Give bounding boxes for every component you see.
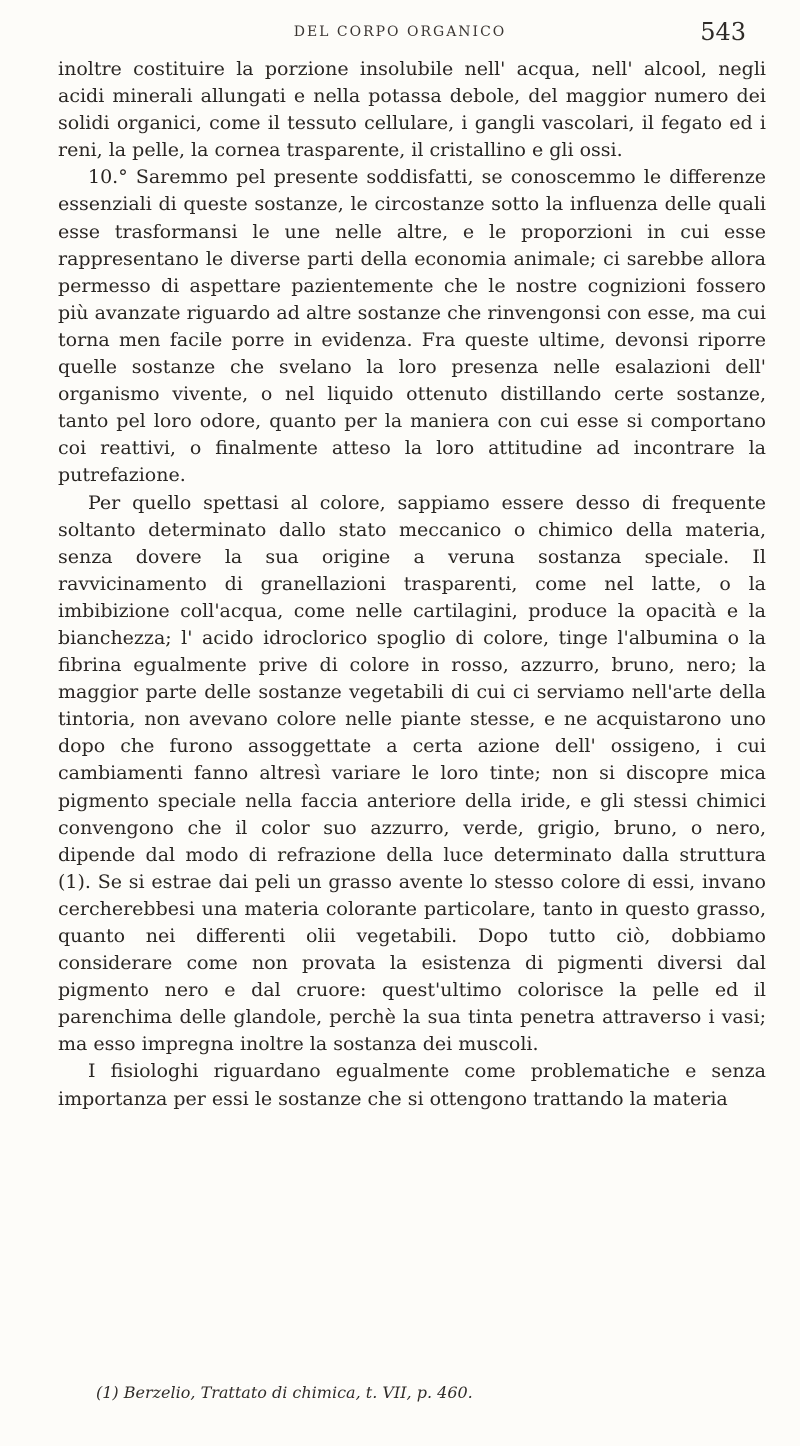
footnote: (1) Berzelio, Trattato di chimica, t. VII, p. 460.	[96, 1383, 473, 1402]
paragraph-fisiologhi: I fisiologhi riguardano egualmente come problematiche e senza importanza per essi le sostanze che si ottengono trattando la materia	[58, 1060, 766, 1110]
running-head: DEL CORPO ORGANICO	[293, 24, 507, 40]
paragraph-10: 10.° Saremmo pel presente soddisfatti, se conoscemmo le differenze essenziali di queste sostanze, le circostanze sotto la influenza delle quali esse trasformansi le une nelle altre, e le proporzioni in cui esse rappresentano le diverse parti della economia animale; ci sarebbe allora permesso di aspettare pazientemente che le nostre cognizioni fossero più avanzate riguardo ad altre sostanze che rinvengonsi con esse, ma cui torna men facile porre in evidenza. Fra queste ultime, devonsi riporre quelle sostanze che svelano la loro presenza nelle esalazioni dell' organismo vivente, o nel liquido ottenuto distillando certe sostanze, tanto pel loro odore, quanto per la maniera con cui esse si comportano coi reattivi, o finalmente atteso la loro attitudine ad incontrare la putrefazione.	[58, 166, 766, 487]
paragraph-colore: Per quello spettasi al colore, sappiamo essere desso di frequente soltanto determinato dallo stato meccanico o chimico della materia, senza dovere la sua origine a veruna sostanza speciale. Il ravvicinamento di granellazioni trasparenti, come nel latte, o la imbibizione coll'acqua, come nelle cartilagini, produce la opacità e la bianchezza; l' acido idroclorico spoglio di colore, tinge l'albumina o la fibrina egualmente prive di colore in rosso, azzurro, bruno, nero; la maggior parte delle sostanze vegetabili di cui ci serviamo nell'arte della tintoria, non avevano colore nelle piante stesse, e ne acquistarono uno dopo che furono assoggettate a certa azione dell' ossigeno, i cui cambiamenti fanno altresì variare le loro tinte; non si discopre mica pigmento speciale nella faccia anteriore della iride, e gli stessi chimici convengono che il color suo azzurro, verde, grigio, bruno, o nero, dipende dal modo di refrazione della luce determinato dalla struttura (1). Se si estrae dai peli un grasso avente lo stesso colore di essi, invano cercherebbesi una materia colorante particolare, tanto in questo grasso, quanto nei differenti olii vegetabili. Dopo tutto ciò, dobbiamo considerare come non provata la esistenza di pigmenti diversi dal pigmento nero e dal cruore: quest'ultimo colorisce la pelle ed il parenchima delle glandole, perchè la sua tinta penetra attraverso i vasi; ma esso impregna inoltre la sostanza dei muscoli.	[58, 491, 766, 1056]
paragraph-continuation: inoltre costituire la porzione insolubile nell' acqua, nell' alcool, negli acidi minerali allungati e nella potassa debole, del maggior numero dei solidi organici, come il tessuto cellulare, i gangli vascolari, il fegato ed i reni, la pelle, la cornea trasparente, il cristallino e gli ossi.	[58, 58, 766, 162]
body-text	[58, 56, 766, 1113]
page-number: 543	[700, 18, 746, 46]
